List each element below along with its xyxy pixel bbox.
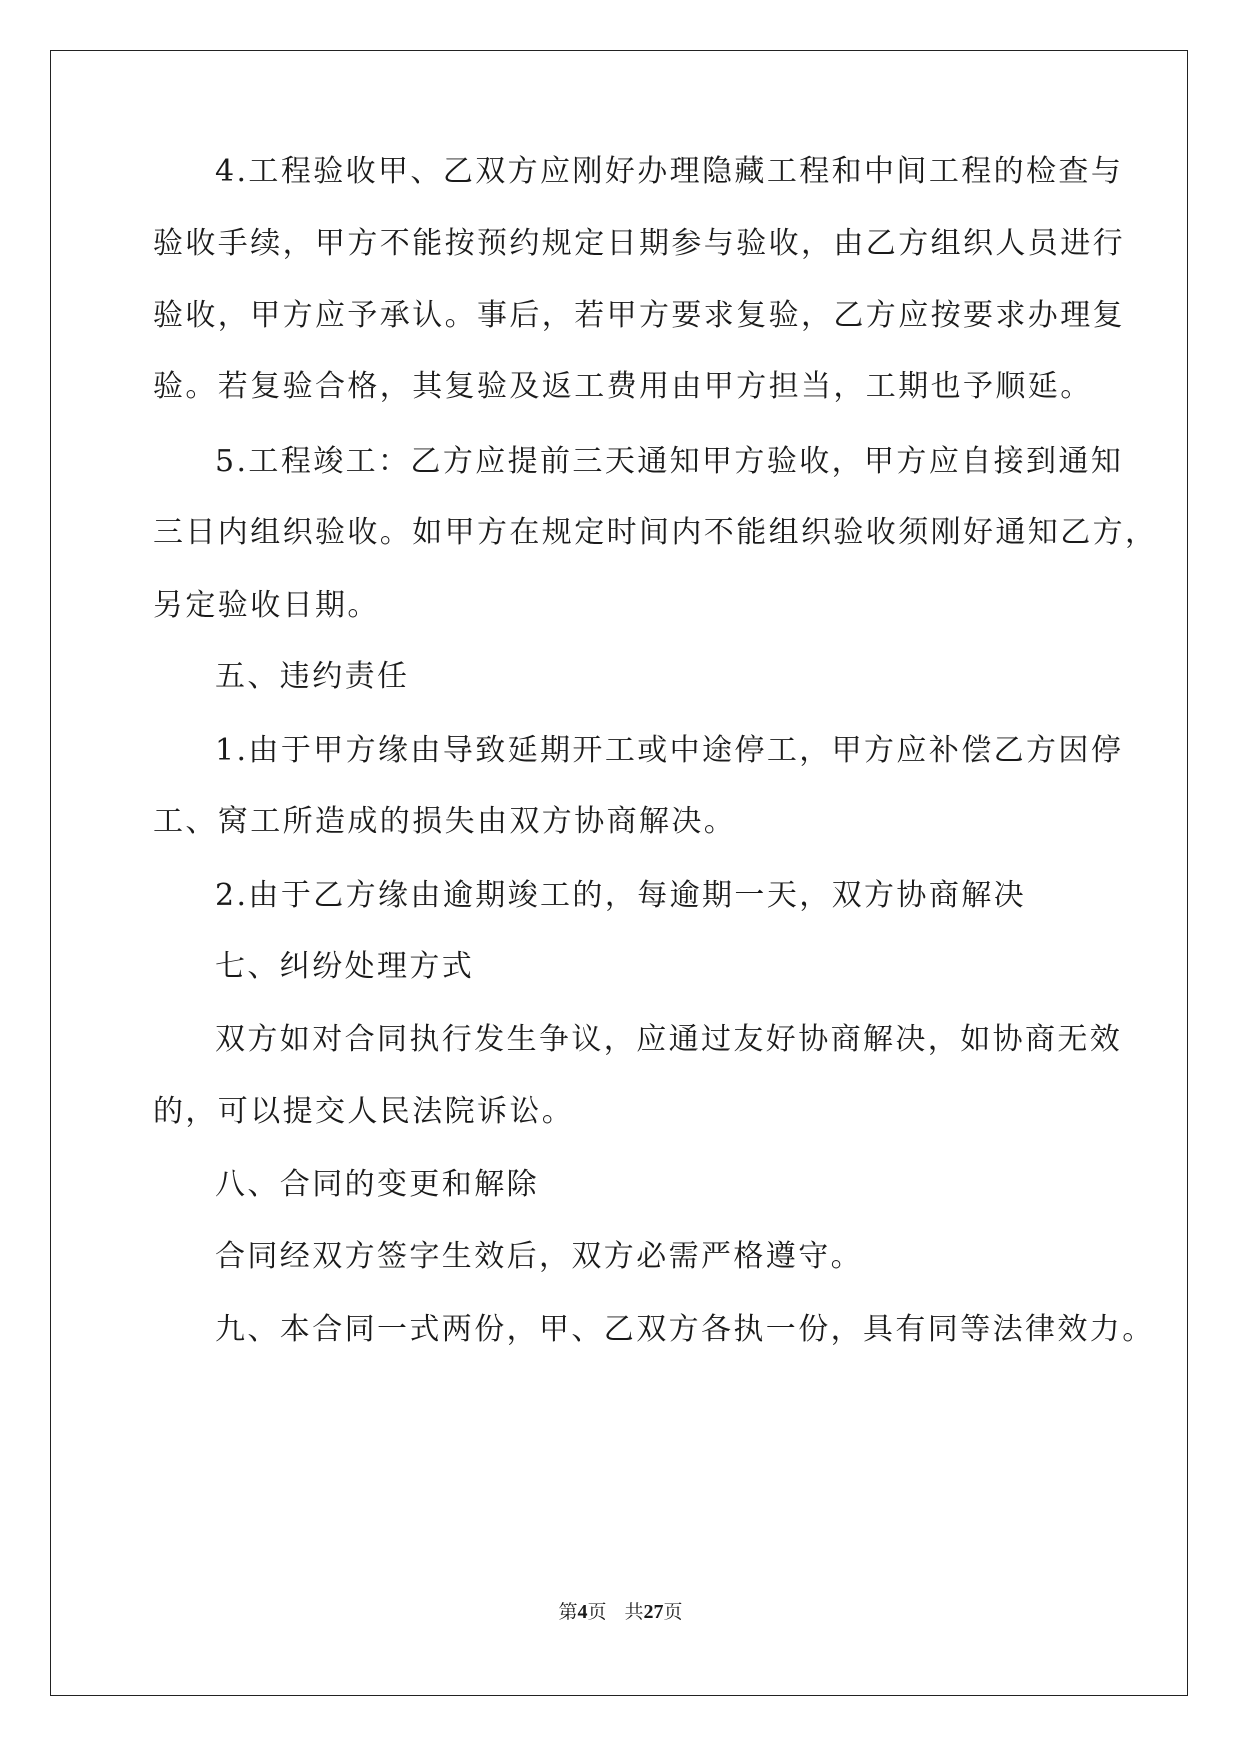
total-suffix: 页 [663,1601,683,1623]
paragraph-line: 九、本合同一式两份，甲、乙双方各执一份，具有同等法律效力。 [215,1312,1155,1347]
page-suffix: 页 [587,1601,607,1623]
paragraph-line: 的，可以提交人民法院诉讼。 [153,1094,575,1129]
total-prefix: 共 [624,1601,644,1623]
paragraph-line: 双方如对合同执行发生争议，应通过友好协商解决，如协商无效 [215,1022,1123,1057]
page-prefix: 第 [558,1601,578,1623]
paragraph-line: 三日内组织验收。如甲方在规定时间内不能组织验收须刚好通知乙方， [153,515,1158,550]
paragraph-line: 4.工程验收甲、乙双方应刚好办理隐藏工程和中间工程的检查与 [215,154,1124,189]
total-pages: 27 [643,1601,664,1623]
section-heading: 五、违约责任 [215,659,410,694]
section-heading: 七、纠纷处理方式 [215,949,475,984]
page-footer [0,1600,1241,1624]
paragraph-line: 工、窝工所造成的损失由双方协商解决。 [153,804,737,839]
section-heading: 八、合同的变更和解除 [215,1167,539,1202]
page-number: 4 [577,1601,588,1623]
paragraph-line: 合同经双方签字生效后，双方必需严格遵守。 [215,1239,863,1274]
paragraph-line: 5.工程竣工：乙方应提前三天通知甲方验收，甲方应自接到通知 [215,444,1124,479]
paragraph-line: 验收，甲方应予承认。事后，若甲方要求复验，乙方应按要求办理复 [153,298,1125,333]
paragraph-line: 另定验收日期。 [153,588,380,623]
paragraph-line: 验收手续，甲方不能按预约规定日期参与验收，由乙方组织人员进行 [153,226,1125,261]
paragraph-line: 验。若复验合格，其复验及返工费用由甲方担当，工期也予顺延。 [153,369,1093,404]
paragraph-line: 2.由于乙方缘由逾期竣工的，每逾期一天，双方协商解决 [215,878,1027,913]
paragraph-line: 1.由于甲方缘由导致延期开工或中途停工，甲方应补偿乙方因停 [215,733,1124,768]
